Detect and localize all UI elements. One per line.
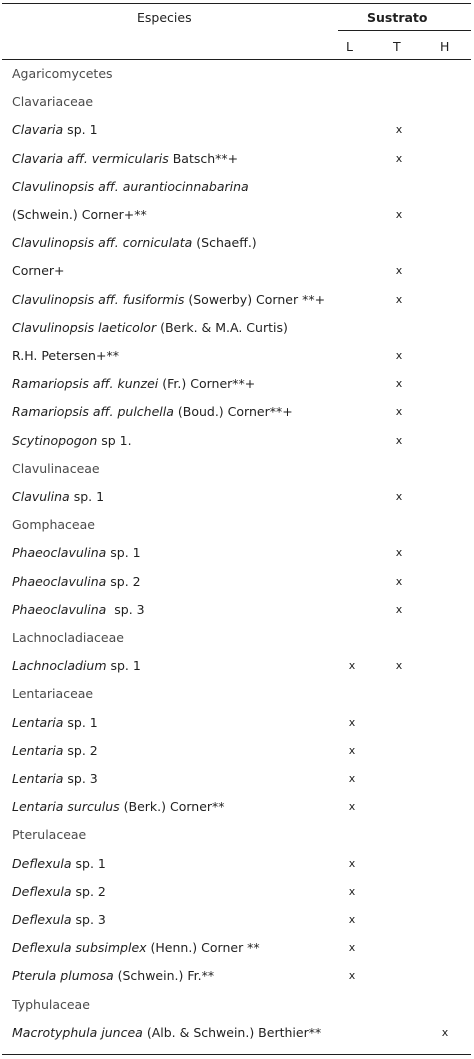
- species-label: [12, 966, 214, 986]
- species-label: [12, 233, 257, 253]
- col-header-T: T: [393, 39, 401, 54]
- species-name: Ramariopsis aff. pulchella: [12, 404, 174, 420]
- substrate-mark-T: x: [395, 433, 403, 447]
- species-label: [12, 205, 147, 225]
- species-name: Deflexula: [12, 912, 72, 927]
- substrate-mark-T: x: [395, 123, 403, 137]
- header-species: Especies: [137, 10, 192, 25]
- species-row: [12, 769, 472, 789]
- species-name: Lentaria: [12, 771, 64, 786]
- species-authority: sp. 1: [106, 658, 141, 674]
- species-label: [12, 374, 255, 394]
- substrate-mark-L: x: [348, 913, 356, 926]
- species-row: [12, 600, 472, 620]
- substrate-mark-T: x: [395, 292, 403, 306]
- species-label: [12, 572, 141, 592]
- family-label: Clavulinaceae: [12, 460, 100, 476]
- species-name: Clavaria aff. vermicularis: [12, 150, 169, 166]
- species-name: Lachnocladium: [12, 658, 107, 674]
- substrate-mark-L: x: [348, 969, 356, 983]
- species-label: [12, 487, 104, 507]
- species-name: Phaeoclavulina: [12, 573, 107, 589]
- species-row: [12, 854, 472, 874]
- species-name: Clavulinopsis aff. corniculata: [12, 235, 193, 251]
- substrate-mark-L: x: [348, 659, 356, 673]
- family-label: Agaricomycetes: [12, 66, 113, 81]
- top-rule: [2, 3, 471, 4]
- family-label: Typhulaceae: [12, 996, 90, 1012]
- species-row: [12, 1023, 472, 1043]
- species-label: [12, 797, 225, 817]
- substrate-mark-T: x: [395, 405, 403, 419]
- species-label: [12, 261, 65, 281]
- family-row: [12, 459, 472, 479]
- species-label: [12, 290, 325, 310]
- species-label: [12, 910, 106, 930]
- family-label: Clavariaceae: [12, 94, 94, 110]
- species-authority: Corner+: [12, 263, 65, 279]
- species-label: [12, 882, 106, 902]
- header-rule: [2, 59, 471, 60]
- family-row: [12, 995, 472, 1015]
- species-name: Clavulinopsis laeticolor: [12, 319, 157, 335]
- species-label: [12, 120, 98, 140]
- species-row: [12, 656, 472, 676]
- substrate-mark-T: x: [395, 659, 403, 673]
- species-row: [12, 713, 472, 733]
- family-label: Lentariaceae: [12, 686, 94, 702]
- species-authority: sp 1.: [97, 432, 132, 448]
- species-row: [12, 572, 472, 592]
- species-row: [12, 431, 472, 451]
- species-row: [12, 318, 472, 338]
- species-label: [12, 543, 141, 563]
- species-authority: (Schwein.) Corner+**: [12, 207, 147, 222]
- family-label: Pterulaceae: [12, 827, 87, 843]
- species-name: Macrotyphula juncea: [12, 1024, 143, 1040]
- species-row: [12, 233, 472, 253]
- species-authority: sp. 1: [71, 855, 106, 871]
- species-label: [12, 600, 145, 620]
- substrate-mark-L: x: [348, 772, 356, 785]
- substrate-mark-T: x: [395, 490, 403, 503]
- substrate-mark-T: x: [395, 377, 403, 391]
- species-row: [12, 797, 472, 817]
- species-label: [12, 713, 98, 733]
- col-header-L: L: [346, 39, 353, 54]
- substrate-mark-L: x: [348, 743, 356, 757]
- species-authority: (Alb. & Schwein.) Berthier**: [142, 1024, 322, 1040]
- substrate-mark-T: x: [395, 574, 403, 588]
- species-name: Lentaria: [12, 714, 64, 730]
- substrate-mark-T: x: [395, 546, 403, 560]
- species-row: [12, 120, 472, 140]
- species-label: [12, 1023, 321, 1043]
- substrate-mark-L: x: [348, 800, 356, 814]
- substrate-underline: [338, 30, 471, 31]
- species-row: [12, 290, 472, 310]
- species-label: [12, 769, 98, 789]
- species-label: [12, 177, 249, 197]
- species-name: Deflexula subsimplex: [12, 940, 147, 956]
- species-authority: sp. 2: [71, 883, 106, 899]
- species-name: Deflexula: [12, 855, 72, 871]
- substrate-mark-L: x: [348, 941, 356, 955]
- species-authority: (Berk. & M.A. Curtis): [156, 319, 288, 335]
- species-label: [12, 318, 288, 338]
- species-name: Scytinopogon: [12, 432, 98, 448]
- species-authority: sp. 3: [71, 912, 106, 927]
- header-substrate-text: Sustrato: [367, 10, 428, 25]
- family-row: [12, 628, 472, 648]
- species-name: Clavulina: [12, 489, 70, 504]
- species-authority: (Schaeff.): [192, 235, 257, 251]
- species-authority: sp. 3: [63, 771, 98, 786]
- species-label: [12, 149, 238, 169]
- family-label: Gomphaceae: [12, 517, 95, 533]
- family-row: [12, 515, 472, 535]
- species-authority: R.H. Petersen+**: [12, 348, 119, 363]
- species-label: [12, 938, 260, 958]
- species-authority: (Berk.) Corner**: [119, 799, 225, 815]
- species-label: [12, 656, 141, 676]
- species-label: [12, 346, 119, 366]
- species-row: [12, 149, 472, 169]
- species-row: [12, 177, 472, 197]
- substrate-mark-T: x: [395, 264, 403, 278]
- family-row: [12, 825, 472, 845]
- substrate-mark-L: x: [348, 715, 356, 729]
- species-name: Phaeoclavulina: [12, 545, 107, 561]
- species-row: [12, 346, 472, 366]
- family-row: [12, 684, 472, 704]
- species-row: [12, 882, 472, 902]
- species-authority: sp. 2: [106, 573, 141, 589]
- species-authority: (Schwein.) Fr.**: [113, 968, 215, 984]
- species-authority: (Sowerby) Corner **+: [184, 291, 326, 307]
- species-name: Lentaria surculus: [12, 799, 120, 815]
- species-name: Pterula plumosa: [12, 968, 114, 984]
- species-row: [12, 374, 472, 394]
- substrate-mark-T: x: [395, 349, 403, 362]
- family-label: Lachnocladiaceae: [12, 630, 124, 645]
- substrate-mark-L: x: [348, 856, 356, 870]
- bottom-rule: [2, 1054, 471, 1055]
- species-row: [12, 487, 472, 507]
- species-name: Clavaria: [12, 122, 64, 138]
- species-authority: (Boud.) Corner**+: [173, 404, 293, 420]
- substrate-mark-T: x: [395, 602, 403, 616]
- species-row: [12, 910, 472, 930]
- species-row: [12, 205, 472, 225]
- species-authority: sp. 2: [63, 742, 98, 758]
- species-authority: sp. 1: [69, 489, 105, 504]
- family-row: [12, 64, 472, 84]
- substrate-mark-T: x: [395, 151, 403, 165]
- species-name: Clavulinopsis aff. aurantiocinnabarina: [12, 178, 249, 194]
- species-authority: Batsch**+: [168, 150, 239, 166]
- col-header-H: H: [440, 39, 450, 54]
- species-authority: (Fr.) Corner**+: [158, 376, 256, 392]
- species-authority: sp. 1: [63, 122, 98, 138]
- species-row: [12, 261, 472, 281]
- species-name: Deflexula: [12, 883, 72, 899]
- header-substrate: [367, 10, 427, 25]
- substrate-mark-L: x: [348, 884, 356, 898]
- substrate-mark-H: x: [441, 1025, 449, 1039]
- species-authority: sp. 1: [106, 545, 141, 561]
- species-name: Phaeoclavulina: [12, 601, 107, 617]
- species-name: Lentaria: [12, 742, 64, 758]
- substrate-mark-T: x: [395, 208, 403, 221]
- species-label: [12, 741, 98, 761]
- family-row: [12, 92, 472, 112]
- species-label: [12, 402, 293, 422]
- species-authority: sp. 1: [63, 714, 98, 730]
- species-name: Ramariopsis aff. kunzei: [12, 376, 159, 392]
- species-row: [12, 543, 472, 563]
- species-authority: (Henn.) Corner **: [146, 940, 260, 956]
- species-row: [12, 938, 472, 958]
- species-name: Clavulinopsis aff. fusiformis: [12, 291, 185, 307]
- species-row: [12, 966, 472, 986]
- species-label: [12, 431, 132, 451]
- species-row: [12, 741, 472, 761]
- species-label: [12, 854, 106, 874]
- species-row: [12, 402, 472, 422]
- species-authority: sp. 3: [106, 601, 145, 617]
